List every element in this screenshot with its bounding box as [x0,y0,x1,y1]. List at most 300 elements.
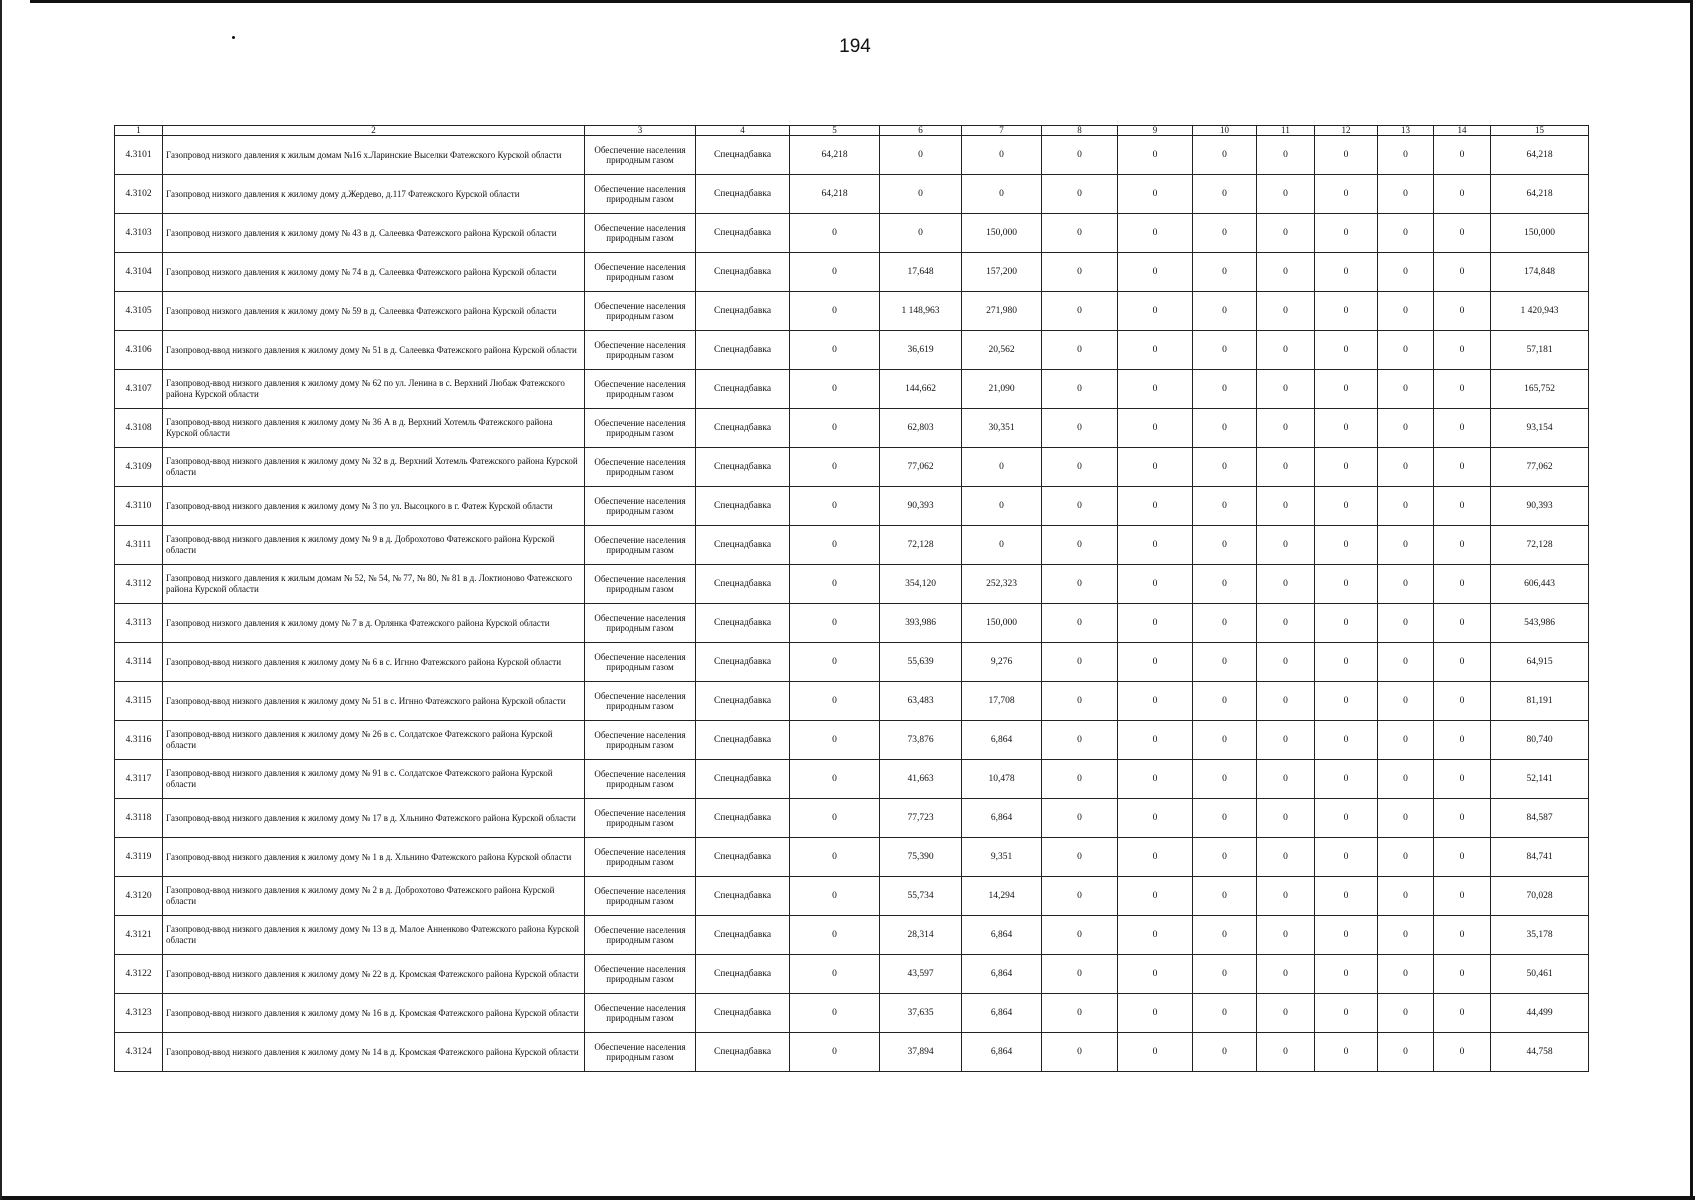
value-col-5: 0 [790,526,880,565]
purpose: Обеспечение населения природным газом [585,175,696,214]
purpose: Обеспечение населения природным газом [585,526,696,565]
value-col-10: 0 [1193,643,1257,682]
total-value: 64,218 [1491,136,1589,175]
purpose: Обеспечение населения природным газом [585,877,696,916]
value-col-10: 0 [1193,565,1257,604]
value-col-13: 0 [1378,916,1434,955]
value-col-6: 41,663 [880,760,962,799]
value-col-12: 0 [1315,448,1378,487]
value-col-5: 0 [790,1033,880,1072]
value-col-9: 0 [1118,331,1193,370]
value-col-10: 0 [1193,214,1257,253]
value-col-14: 0 [1434,604,1491,643]
column-number-header: 6 [880,126,962,136]
object-description: Газопровод-ввод низкого давления к жилому дому № 1 в д. Хльнино Фатежского района Курской области [163,838,585,877]
row-code: 4.3103 [115,214,163,253]
funding-source: Спецнадбавка [696,721,790,760]
object-description: Газопровод низкого давления к жилому дому № 43 в д. Салеевка Фатежского района Курской области [163,214,585,253]
value-col-11: 0 [1257,253,1315,292]
table-row [115,136,1589,175]
value-col-5: 0 [790,292,880,331]
value-col-8: 0 [1042,292,1118,331]
value-col-9: 0 [1118,838,1193,877]
value-col-10: 0 [1193,877,1257,916]
value-col-11: 0 [1257,955,1315,994]
value-col-12: 0 [1315,799,1378,838]
value-col-9: 0 [1118,370,1193,409]
value-col-13: 0 [1378,331,1434,370]
row-code: 4.3116 [115,721,163,760]
page-border-top [30,0,1690,3]
total-value: 50,461 [1491,955,1589,994]
row-code: 4.3112 [115,565,163,604]
value-col-8: 0 [1042,799,1118,838]
value-col-5: 0 [790,448,880,487]
value-col-8: 0 [1042,370,1118,409]
value-col-7: 252,323 [962,565,1042,604]
value-col-7: 150,000 [962,214,1042,253]
value-col-7: 20,562 [962,331,1042,370]
value-col-5: 0 [790,760,880,799]
column-number-header: 11 [1257,126,1315,136]
value-col-10: 0 [1193,721,1257,760]
value-col-10: 0 [1193,1033,1257,1072]
value-col-11: 0 [1257,994,1315,1033]
value-col-10: 0 [1193,487,1257,526]
object-description: Газопровод-ввод низкого давления к жилому дому № 17 в д. Хльнино Фатежского района Курской области [163,799,585,838]
row-code: 4.3121 [115,916,163,955]
row-code: 4.3109 [115,448,163,487]
table-row [115,994,1589,1033]
total-value: 1 420,943 [1491,292,1589,331]
value-col-9: 0 [1118,526,1193,565]
investment-table [114,125,1589,1072]
table-row [115,955,1589,994]
purpose: Обеспечение населения природным газом [585,214,696,253]
value-col-12: 0 [1315,136,1378,175]
value-col-6: 90,393 [880,487,962,526]
value-col-9: 0 [1118,487,1193,526]
value-col-10: 0 [1193,253,1257,292]
funding-source: Спецнадбавка [696,370,790,409]
value-col-14: 0 [1434,799,1491,838]
value-col-10: 0 [1193,760,1257,799]
funding-source: Спецнадбавка [696,994,790,1033]
value-col-5: 0 [790,916,880,955]
value-col-13: 0 [1378,526,1434,565]
value-col-5: 0 [790,565,880,604]
total-value: 165,752 [1491,370,1589,409]
value-col-11: 0 [1257,175,1315,214]
purpose: Обеспечение населения природным газом [585,292,696,331]
value-col-7: 157,200 [962,253,1042,292]
value-col-13: 0 [1378,1033,1434,1072]
value-col-8: 0 [1042,136,1118,175]
value-col-8: 0 [1042,643,1118,682]
value-col-7: 150,000 [962,604,1042,643]
value-col-13: 0 [1378,448,1434,487]
table-row [115,799,1589,838]
object-description: Газопровод-ввод низкого давления к жилому дому № 6 в с. Игнно Фатежского района Курской области [163,643,585,682]
value-col-6: 62,803 [880,409,962,448]
column-number-header: 3 [585,126,696,136]
purpose: Обеспечение населения природным газом [585,994,696,1033]
value-col-6: 1 148,963 [880,292,962,331]
value-col-13: 0 [1378,604,1434,643]
value-col-10: 0 [1193,292,1257,331]
value-col-7: 30,351 [962,409,1042,448]
value-col-12: 0 [1315,526,1378,565]
object-description: Газопровод-ввод низкого давления к жилому дому № 26 в с. Солдатское Фатежского района Курской области [163,721,585,760]
value-col-8: 0 [1042,409,1118,448]
value-col-8: 0 [1042,877,1118,916]
value-col-13: 0 [1378,994,1434,1033]
purpose: Обеспечение населения природным газом [585,487,696,526]
total-value: 44,758 [1491,1033,1589,1072]
value-col-11: 0 [1257,292,1315,331]
value-col-10: 0 [1193,799,1257,838]
value-col-13: 0 [1378,955,1434,994]
value-col-6: 77,723 [880,799,962,838]
funding-source: Спецнадбавка [696,175,790,214]
value-col-11: 0 [1257,487,1315,526]
object-description: Газопровод-ввод низкого давления к жилому дому № 2 в д. Доброхотово Фатежского района Курской области [163,877,585,916]
table-row [115,448,1589,487]
total-value: 35,178 [1491,916,1589,955]
value-col-11: 0 [1257,526,1315,565]
value-col-9: 0 [1118,877,1193,916]
value-col-5: 0 [790,604,880,643]
purpose: Обеспечение населения природным газом [585,565,696,604]
row-code: 4.3122 [115,955,163,994]
table-row [115,370,1589,409]
purpose: Обеспечение населения природным газом [585,604,696,643]
table-row [115,214,1589,253]
value-col-5: 0 [790,682,880,721]
value-col-7: 9,276 [962,643,1042,682]
value-col-14: 0 [1434,1033,1491,1072]
value-col-8: 0 [1042,175,1118,214]
value-col-14: 0 [1434,565,1491,604]
value-col-8: 0 [1042,253,1118,292]
total-value: 64,915 [1491,643,1589,682]
value-col-6: 36,619 [880,331,962,370]
table-row [115,487,1589,526]
total-value: 44,499 [1491,994,1589,1033]
value-col-8: 0 [1042,721,1118,760]
value-col-9: 0 [1118,643,1193,682]
funding-source: Спецнадбавка [696,643,790,682]
value-col-11: 0 [1257,136,1315,175]
object-description: Газопровод низкого давления к жилому дому № 59 в д. Салеевка Фатежского района Курской области [163,292,585,331]
value-col-5: 0 [790,409,880,448]
object-description: Газопровод-ввод низкого давления к жилому дому № 3 по ул. Высоцкого в г. Фатеж Курской области [163,487,585,526]
value-col-12: 0 [1315,292,1378,331]
funding-source: Спецнадбавка [696,799,790,838]
object-description: Газопровод низкого давления к жилым домам №16 х.Ларинские Выселки Фатежского Курской области [163,136,585,175]
value-col-7: 6,864 [962,799,1042,838]
table-row [115,331,1589,370]
value-col-10: 0 [1193,682,1257,721]
purpose: Обеспечение населения природным газом [585,1033,696,1072]
total-value: 93,154 [1491,409,1589,448]
object-description: Газопровод-ввод низкого давления к жилому дому № 51 в с. Игнно Фатежского района Курской области [163,682,585,721]
value-col-11: 0 [1257,448,1315,487]
page-border-left [0,0,2,1200]
row-code: 4.3124 [115,1033,163,1072]
total-value: 150,000 [1491,214,1589,253]
value-col-6: 144,662 [880,370,962,409]
value-col-11: 0 [1257,1033,1315,1072]
scan-speck [232,36,235,39]
object-description: Газопровод-ввод низкого давления к жилому дому № 22 в д. Кромская Фатежского района Курской области [163,955,585,994]
value-col-12: 0 [1315,682,1378,721]
value-col-13: 0 [1378,643,1434,682]
value-col-5: 64,218 [790,175,880,214]
value-col-7: 6,864 [962,916,1042,955]
value-col-11: 0 [1257,682,1315,721]
value-col-10: 0 [1193,994,1257,1033]
funding-source: Спецнадбавка [696,448,790,487]
value-col-13: 0 [1378,799,1434,838]
total-value: 606,443 [1491,565,1589,604]
value-col-9: 0 [1118,214,1193,253]
funding-source: Спецнадбавка [696,136,790,175]
value-col-14: 0 [1434,721,1491,760]
value-col-14: 0 [1434,877,1491,916]
value-col-5: 0 [790,721,880,760]
value-col-6: 37,635 [880,994,962,1033]
value-col-5: 64,218 [790,136,880,175]
funding-source: Спецнадбавка [696,526,790,565]
object-description: Газопровод-ввод низкого давления к жилому дому № 91 в с. Солдатское Фатежского района Курской области [163,760,585,799]
value-col-8: 0 [1042,604,1118,643]
purpose: Обеспечение населения природным газом [585,331,696,370]
value-col-7: 6,864 [962,721,1042,760]
total-value: 52,141 [1491,760,1589,799]
total-value: 84,741 [1491,838,1589,877]
column-number-header: 1 [115,126,163,136]
value-col-11: 0 [1257,331,1315,370]
value-col-9: 0 [1118,994,1193,1033]
object-description: Газопровод-ввод низкого давления к жилому дому № 36 А в д. Верхний Хотемль Фатежского района Курской области [163,409,585,448]
funding-source: Спецнадбавка [696,253,790,292]
row-code: 4.3119 [115,838,163,877]
value-col-14: 0 [1434,214,1491,253]
value-col-14: 0 [1434,682,1491,721]
value-col-10: 0 [1193,409,1257,448]
value-col-9: 0 [1118,916,1193,955]
value-col-12: 0 [1315,1033,1378,1072]
purpose: Обеспечение населения природным газом [585,916,696,955]
row-code: 4.3105 [115,292,163,331]
value-col-8: 0 [1042,331,1118,370]
value-col-9: 0 [1118,760,1193,799]
table-row [115,604,1589,643]
value-col-9: 0 [1118,409,1193,448]
value-col-10: 0 [1193,448,1257,487]
value-col-8: 0 [1042,565,1118,604]
value-col-7: 21,090 [962,370,1042,409]
value-col-6: 77,062 [880,448,962,487]
row-code: 4.3114 [115,643,163,682]
value-col-10: 0 [1193,526,1257,565]
value-col-12: 0 [1315,604,1378,643]
value-col-9: 0 [1118,799,1193,838]
value-col-5: 0 [790,994,880,1033]
funding-source: Спецнадбавка [696,838,790,877]
value-col-12: 0 [1315,409,1378,448]
table-row [115,175,1589,214]
column-number-header: 14 [1434,126,1491,136]
table-row [115,409,1589,448]
value-col-10: 0 [1193,136,1257,175]
value-col-13: 0 [1378,877,1434,916]
value-col-12: 0 [1315,955,1378,994]
row-code: 4.3118 [115,799,163,838]
value-col-6: 0 [880,175,962,214]
value-col-6: 63,483 [880,682,962,721]
value-col-6: 75,390 [880,838,962,877]
funding-source: Спецнадбавка [696,214,790,253]
value-col-12: 0 [1315,760,1378,799]
value-col-9: 0 [1118,136,1193,175]
value-col-7: 9,351 [962,838,1042,877]
column-number-row [115,126,1589,136]
value-col-11: 0 [1257,916,1315,955]
value-col-13: 0 [1378,838,1434,877]
value-col-13: 0 [1378,370,1434,409]
value-col-9: 0 [1118,1033,1193,1072]
purpose: Обеспечение населения природным газом [585,370,696,409]
value-col-6: 55,734 [880,877,962,916]
column-number-header: 7 [962,126,1042,136]
value-col-12: 0 [1315,565,1378,604]
value-col-13: 0 [1378,214,1434,253]
value-col-8: 0 [1042,994,1118,1033]
object-description: Газопровод низкого давления к жилым домам № 52, № 54, № 77, № 80, № 81 в д. Локтионово Фатежского района Курской области [163,565,585,604]
value-col-12: 0 [1315,721,1378,760]
value-col-8: 0 [1042,916,1118,955]
funding-source: Спецнадбавка [696,916,790,955]
value-col-9: 0 [1118,448,1193,487]
total-value: 84,587 [1491,799,1589,838]
value-col-7: 0 [962,487,1042,526]
value-col-12: 0 [1315,916,1378,955]
column-number-header: 8 [1042,126,1118,136]
purpose: Обеспечение населения природным газом [585,409,696,448]
value-col-14: 0 [1434,526,1491,565]
value-col-7: 6,864 [962,994,1042,1033]
row-code: 4.3115 [115,682,163,721]
purpose: Обеспечение населения природным газом [585,253,696,292]
value-col-7: 271,980 [962,292,1042,331]
value-col-5: 0 [790,214,880,253]
value-col-12: 0 [1315,994,1378,1033]
funding-source: Спецнадбавка [696,565,790,604]
table-row [115,916,1589,955]
column-number-header: 12 [1315,126,1378,136]
table-row [115,877,1589,916]
funding-source: Спецнадбавка [696,1033,790,1072]
value-col-8: 0 [1042,955,1118,994]
value-col-13: 0 [1378,487,1434,526]
value-col-14: 0 [1434,955,1491,994]
value-col-8: 0 [1042,487,1118,526]
value-col-5: 0 [790,370,880,409]
value-col-14: 0 [1434,253,1491,292]
object-description: Газопровод-ввод низкого давления к жилому дому № 62 по ул. Ленина в с. Верхний Любаж Фатежского района Курской области [163,370,585,409]
purpose: Обеспечение населения природным газом [585,136,696,175]
purpose: Обеспечение населения природным газом [585,799,696,838]
total-value: 80,740 [1491,721,1589,760]
value-col-7: 0 [962,448,1042,487]
value-col-8: 0 [1042,838,1118,877]
row-code: 4.3117 [115,760,163,799]
value-col-5: 0 [790,955,880,994]
value-col-9: 0 [1118,565,1193,604]
row-code: 4.3108 [115,409,163,448]
row-code: 4.3113 [115,604,163,643]
table-row [115,526,1589,565]
funding-source: Спецнадбавка [696,760,790,799]
value-col-5: 0 [790,643,880,682]
value-col-11: 0 [1257,760,1315,799]
value-col-9: 0 [1118,682,1193,721]
value-col-9: 0 [1118,955,1193,994]
value-col-11: 0 [1257,838,1315,877]
value-col-14: 0 [1434,643,1491,682]
value-col-7: 10,478 [962,760,1042,799]
value-col-6: 43,597 [880,955,962,994]
value-col-11: 0 [1257,370,1315,409]
value-col-11: 0 [1257,721,1315,760]
value-col-6: 0 [880,214,962,253]
value-col-7: 0 [962,526,1042,565]
funding-source: Спецнадбавка [696,409,790,448]
value-col-11: 0 [1257,877,1315,916]
value-col-6: 73,876 [880,721,962,760]
purpose: Обеспечение населения природным газом [585,721,696,760]
page-number: 194 [839,36,871,57]
object-description: Газопровод-ввод низкого давления к жилому дому № 16 в д. Кромская Фатежского района Курской области [163,994,585,1033]
total-value: 174,848 [1491,253,1589,292]
row-code: 4.3106 [115,331,163,370]
value-col-8: 0 [1042,526,1118,565]
value-col-8: 0 [1042,682,1118,721]
total-value: 90,393 [1491,487,1589,526]
value-col-13: 0 [1378,253,1434,292]
total-value: 77,062 [1491,448,1589,487]
value-col-11: 0 [1257,565,1315,604]
table-row [115,721,1589,760]
value-col-9: 0 [1118,604,1193,643]
value-col-14: 0 [1434,448,1491,487]
value-col-12: 0 [1315,838,1378,877]
column-number-header: 2 [163,126,585,136]
table-row [115,565,1589,604]
purpose: Обеспечение населения природным газом [585,643,696,682]
object-description: Газопровод низкого давления к жилому дому д.Жердево, д.117 Фатежского Курской области [163,175,585,214]
value-col-12: 0 [1315,253,1378,292]
value-col-6: 354,120 [880,565,962,604]
value-col-6: 55,639 [880,643,962,682]
object-description: Газопровод-ввод низкого давления к жилому дому № 14 в д. Кромская Фатежского района Курской области [163,1033,585,1072]
value-col-12: 0 [1315,370,1378,409]
object-description: Газопровод низкого давления к жилому дому № 74 в д. Салеевка Фатежского района Курской области [163,253,585,292]
value-col-13: 0 [1378,565,1434,604]
row-code: 4.3104 [115,253,163,292]
